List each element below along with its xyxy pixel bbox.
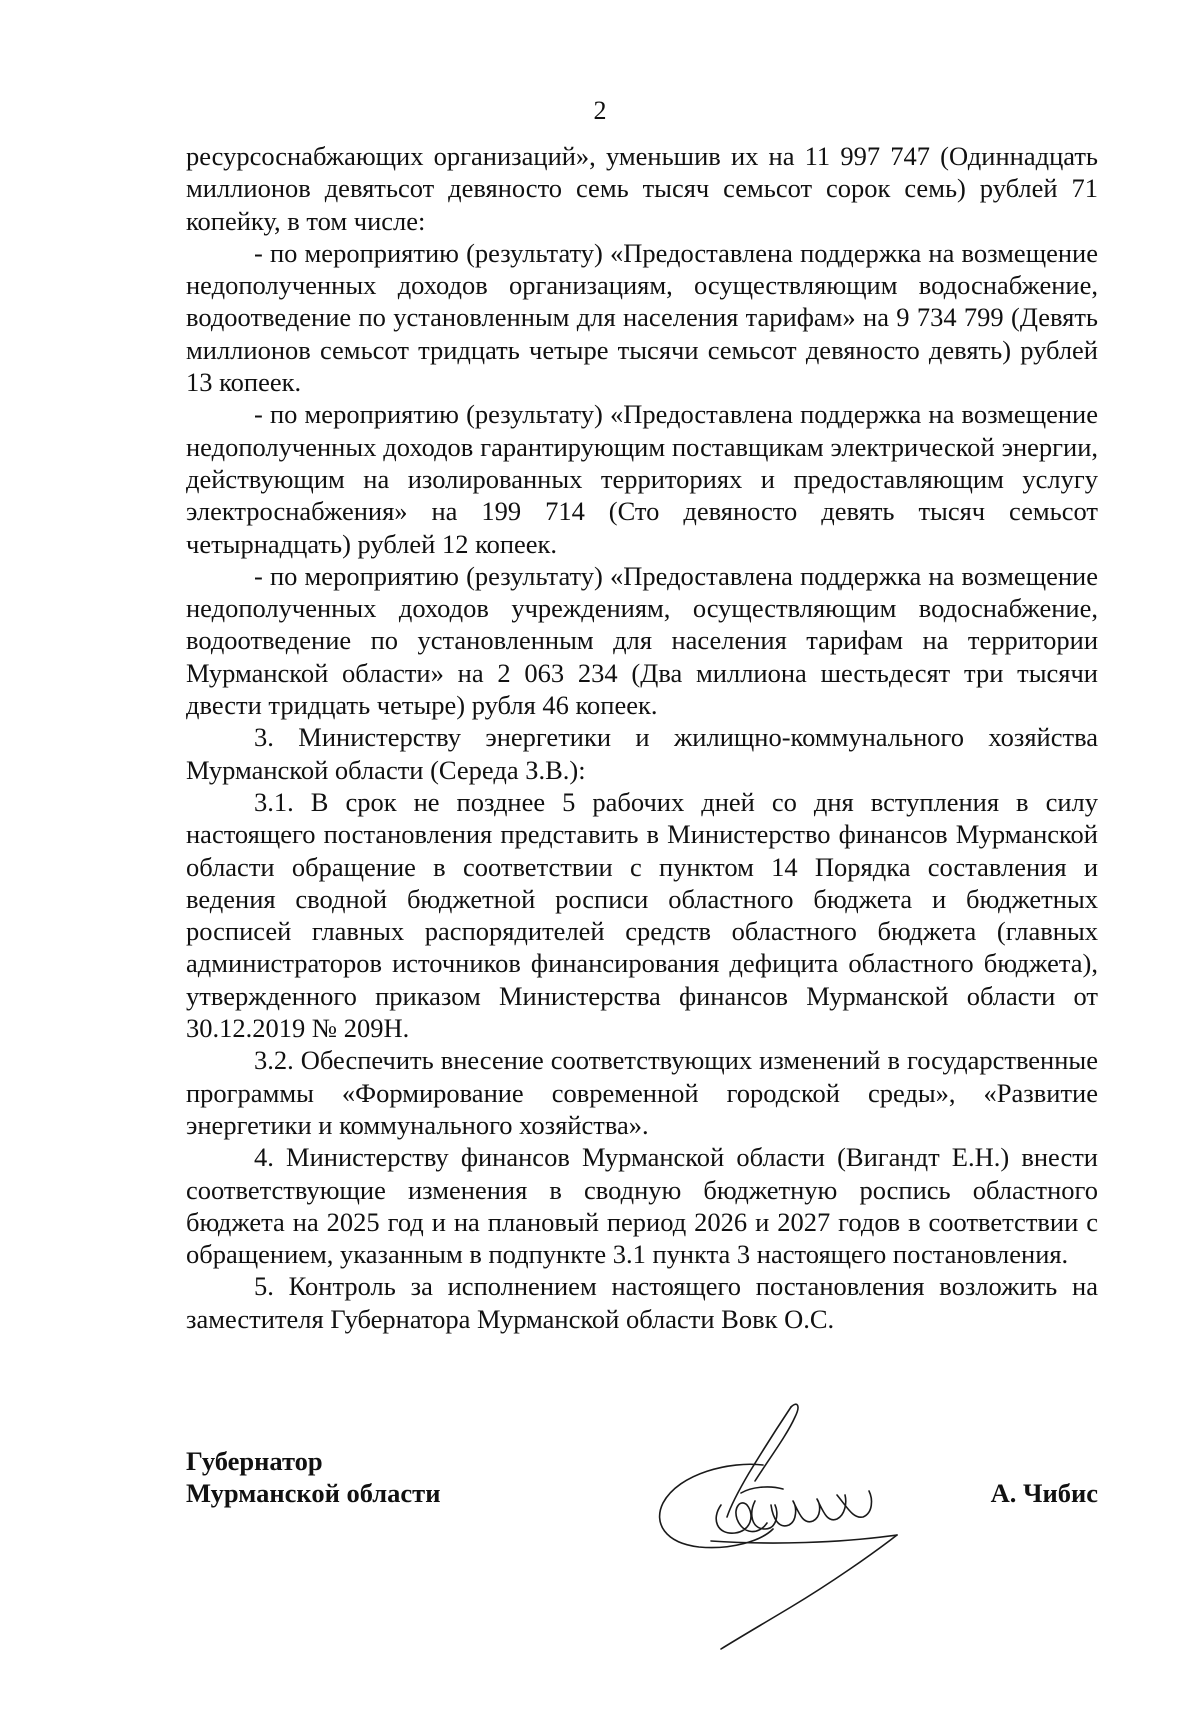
paragraph-clause-5: 5. Контроль за исполнением настоящего постановления возложить на заместителя Губернатора Мурманской области Вовк О.С. [186,1271,1098,1334]
paragraph-clause-3-2: 3.2. Обеспечить внесение соответствующих изменений в государственные программы «Формирование современной городской среды», «Развитие энергетики и коммунального хозяйства». [186,1045,1098,1140]
signatory-title-line-2: Мурманской области [186,1478,441,1508]
signatory-name: А. Чибис [990,1478,1098,1508]
page-number: 2 [593,96,607,125]
paragraph-clause-3: 3. Министерству энергетики и жилищно-коммунального хозяйства Мурманской области (Середа З.В.): [186,722,1098,785]
signature-block [186,1445,1098,1645]
paragraph-item-electricity: - по мероприятию (результату) «Предоставлена поддержка на возмещение недополученных доходов гарантирующим поставщикам электрической энергии, действующим на изолированных территориях и предоставляющим услугу электроснабжения» на 199 714 (Сто девяносто девять тысяч семьсот четырнадцать) рублей 12 копеек. [186,399,1098,559]
paragraph-item-institutions: - по мероприятию (результату) «Предоставлена поддержка на возмещение недополученных доходов учреждениям, осуществляющим водоснабжение, водоотведение по установленным для населения тарифам на территории Мурманской области» на 2 063 234 (Два миллиона шестьдесят три тысячи двести тридцать четыре) рубля 46 копеек. [186,560,1098,721]
paragraph-item-water-supply: - по мероприятию (результату) «Предоставлена поддержка на возмещение недополученных доходов организациям, осуществляющим водоснабжение, водоотведение по установленным для населения тарифам» на 9 734 799 (Девять миллионов семьсот тридцать четыре тысячи семьсот девяносто девять) рублей 13 копеек. [186,237,1098,398]
handwritten-signature-icon [651,1395,921,1655]
document-body [186,140,1098,1335]
paragraph-clause-4: 4. Министерству финансов Мурманской области (Вигандт Е.Н.) внести соответствующие изменения в сводную бюджетную роспись областного бюджета на 2025 год и на плановый период 2026 и 2027 годов в соответствии с обращением, указанным в подпункте 3.1 пункта 3 настоящего постановления. [186,1142,1098,1270]
signatory-title-line-1: Губернатор [186,1446,323,1476]
paragraph-clause-3-1: 3.1. В срок не позднее 5 рабочих дней со дня вступления в силу настоящего постановления представить в Министерство финансов Мурманской области обращение в соответствии с пунктом 14 Порядка составления и ведения сводной бюджетной росписи областного бюджета и бюджетных росписей главных распорядителей средств областного бюджета (главных администраторов источников финансирования дефицита областного бюджета), утвержденного приказом Министерства финансов Мурманской области от 30.12.2019 № 209Н. [186,786,1098,1044]
paragraph-continuation: ресурсоснабжающих организаций», уменьшив их на 11 997 747 (Одиннадцать миллионов девятьсот девяносто семь тысяч семьсот сорок семь) рублей 71 копейку, в том числе: [186,141,1098,236]
signatory-title [186,1445,440,1509]
